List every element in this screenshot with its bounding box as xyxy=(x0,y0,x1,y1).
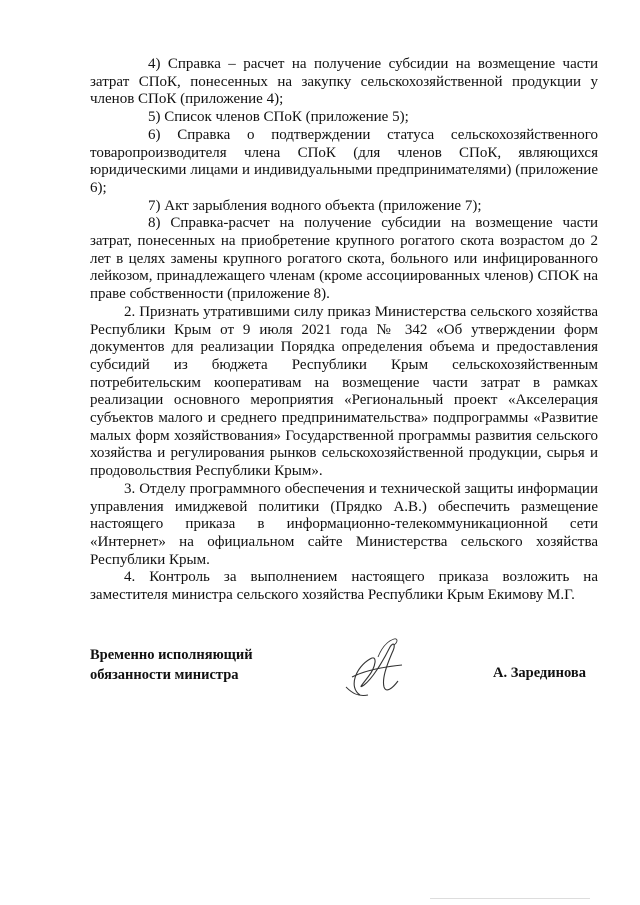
list-item-4: 4) Справка – расчет на получение субсидии на возмещение части затрат СПоК, понесенных на закупку сельскохозяйственной продукции у членов СПоК (приложение 4); xyxy=(90,56,598,108)
signatory-title-line1: Временно исполняющий xyxy=(90,647,253,663)
signatory-title-line2: обязанности министра xyxy=(90,667,239,683)
paragraph-3: 3. Отделу программного обеспечения и технической защиты информации управления имиджевой политики (Прядко А.В.) обеспечить размещение настоящего приказа в информационно-телекоммуникационной сети «Интернет» на официальном сайте Министерства сельского хозяйства Республики Крым. xyxy=(90,480,598,568)
signatory-title xyxy=(90,645,253,685)
scan-edge-mark xyxy=(430,898,590,899)
list-item-5: 5) Список членов СПоК (приложение 5); xyxy=(148,109,409,126)
signatory-name: А. Зарединова xyxy=(493,665,586,681)
list-item-8: 8) Справка-расчет на получение субсидии на возмещение части затрат, понесенных на приобретение крупного рогатого скота возрастом до 2 лет в целях замены крупного рогатого скота, больного или инфицированного лейкозом, принадлежащего членам (кроме ассоциированных членов) СПОК на праве собственности (приложение 8). xyxy=(90,215,598,303)
signature-block xyxy=(90,645,600,705)
document-body xyxy=(90,56,598,605)
handwritten-signature xyxy=(338,637,408,699)
list-item-7: 7) Акт зарыбления водного объекта (приложение 7); xyxy=(148,197,482,214)
paragraph-4: 4. Контроль за выполнением настоящего приказа возложить на заместителя министра сельского хозяйства Республики Крым Екимову М.Г. xyxy=(90,569,598,604)
list-item-6: 6) Справка о подтверждении статуса сельскохозяйственного товаропроизводителя члена СПоК (для членов СПоК, являющихся юридическими лицами и индивидуальными предпринимателями) (приложение 6); xyxy=(90,126,598,196)
paragraph-2: 2. Признать утратившими силу приказ Министерства сельского хозяйства Республики Крым от 9 июля 2021 года № 342 «Об утверждении форм документов для реализации Порядка определения объема и предоставления субсидий из бюджета Республики Крым сельскохозяйственным потребительским кооперативам на возмещение части затрат в рамках реализации основного мероприятия «Региональный проект «Акселерация субъектов малого и среднего предпринимательства» подпрограммы «Развитие малых форм хозяйствования» Государственной программы развития сельского хозяйства и регулирования рынков сельскохозяйственной продукции, сырья и продовольствия Республики Крым». xyxy=(90,303,598,480)
